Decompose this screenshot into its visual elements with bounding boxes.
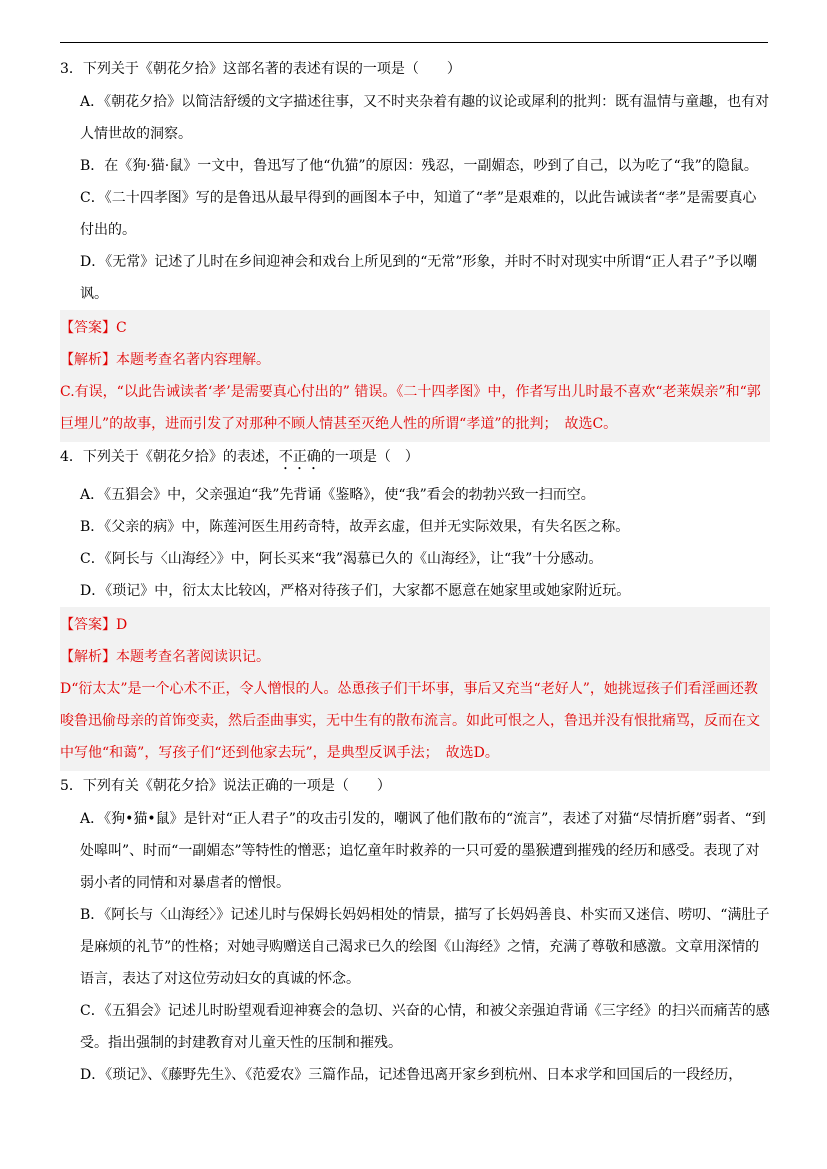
question-4-explanation: D“衍太太”是一个心术不正，令人憎恨的人。怂恿孩子们干坏事，事后又充当“老好人”，她挑逗孩子们看淫画还教唆鲁迅偷母亲的首饰变卖，然后歪曲事实，无中生有的散布流言。如此可恨之人，鲁迅并没有恨批痛骂，反而在文中写他“和蔼”，写孩子们“还到他家去玩”，是典型反讽手法； 故选D。 bbox=[60, 681, 760, 761]
question-4-stem bbox=[60, 446, 770, 473]
question-4-answer-box bbox=[60, 607, 770, 771]
question-3-analysis: 【解析】本题考查名著内容理解。 bbox=[60, 352, 270, 368]
question-3-option-b: B．在《狗·猫·鼠》一文中，鲁迅写了他“仇猫”的原因：残忍，一副媚态，吵到了自己，以为吃了“我”的隐鼠。 bbox=[80, 158, 758, 174]
question-4-option-c: C．《阿长与〈山海经〉》中，阿长买来“我”渴慕已久的《山海经》，让“我”十分感动。 bbox=[80, 551, 603, 567]
question-4-option-d: D．《琐记》中，衍太太比较凶，严格对待孩子们，大家都不愿意在她家里或她家附近玩。 bbox=[80, 583, 631, 599]
question-5-option-d: D．《琐记》、《藤野先生》、《范爱农》三篇作品，记述鲁迅离开家乡到杭州、日本求学和回国后的一段经历， bbox=[80, 1067, 743, 1083]
question-4-stem-suffix: 的一项是（ ） bbox=[320, 449, 419, 465]
header-rule bbox=[60, 42, 768, 43]
question-3-option-c: C．《二十四孝图》写的是鲁迅从最早得到的画图本子中，知道了“孝”是艰难的，以此告诫读者“孝”是需要真心付出的。 bbox=[80, 190, 757, 238]
question-4-stem-prefix: 4．下列关于《朝花夕拾》的表述， bbox=[60, 449, 279, 465]
question-4-analysis: 【解析】本题考查名著阅读识记。 bbox=[60, 649, 270, 665]
question-3-answer: 【答案】C bbox=[60, 320, 127, 336]
question-3-answer-box bbox=[60, 310, 770, 442]
question-5-option-a: A．《狗•猫•鼠》是针对“正人君子”的攻击引发的，嘲讽了他们散布的“流言”，表述了对猫“尽情折磨”弱者、“到处嗥叫”、时而“一副媚态”等特性的憎恶；追忆童年时救养的一只可爱的墨猴遭到摧残的经历和感受。表现了对弱小者的同情和对暴虐者的憎恨。 bbox=[80, 811, 766, 891]
document-page bbox=[60, 56, 770, 1091]
question-3-option-d: D．《无常》记述了儿时在乡间迎神会和戏台上所见到的“无常”形象，并时不时对现实中所谓“正人君子”予以嘲讽。 bbox=[80, 254, 757, 302]
question-3-explanation: C.有误，“以此告诫读者‘孝’是需要真心付出的” 错误。《二十四孝图》中，作者写出儿时最不喜欢“老莱娱亲”和“郭巨埋儿”的故事，进而引发了对那种不顾人情甚至灭绝人性的所谓“孝道”的批判； 故选C。 bbox=[60, 384, 761, 432]
question-4-answer: 【答案】D bbox=[60, 617, 128, 633]
question-4-option-a: A．《五猖会》中，父亲强迫“我”先背诵《鉴略》，使“我”看会的勃勃兴致一扫而空。 bbox=[80, 487, 595, 503]
question-3-stem: 3．下列关于《朝花夕拾》这部名著的表述有误的一项是（ ） bbox=[60, 61, 461, 77]
question-5-option-c: C．《五猖会》记述儿时盼望观看迎神赛会的急切、兴奋的心情，和被父亲强迫背诵《三字经》的扫兴而痛苦的感受。指出强制的封建教育对儿童天性的压制和摧残。 bbox=[80, 1003, 770, 1051]
question-5-stem: 5．下列有关《朝花夕拾》说法正确的一项是（ ） bbox=[60, 778, 391, 794]
question-5-option-b: B．《阿长与〈山海经〉》记述儿时与保姆长妈妈相处的情景，描写了长妈妈善良、朴实而又迷信、唠叨、“满肚子是麻烦的礼节”的性格；对她寻购赠送自己渴求已久的绘图《山海经》之情，充满了尊敬和感激。文章用深情的语言，表达了对这位劳动妇女的真诚的怀念。 bbox=[80, 907, 770, 987]
question-4-stem-emphasis: 不正确 bbox=[278, 449, 321, 465]
question-3-option-a: A．《朝花夕拾》以简洁舒缓的文字描述往事，又不时夹杂着有趣的议论或犀利的批判：既有温情与童趣，也有对人情世故的洞察。 bbox=[80, 94, 770, 142]
question-4-option-b: B．《父亲的病》中，陈莲河医生用药奇特，故弄玄虚，但并无实际效果，有失名医之称。 bbox=[80, 519, 630, 535]
